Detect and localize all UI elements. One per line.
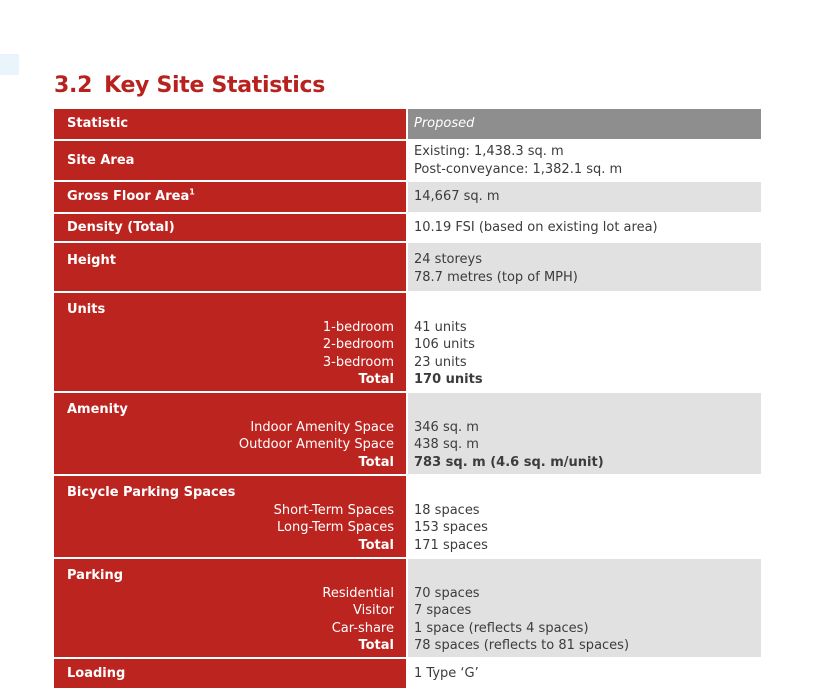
gfa-value-cell [407,181,761,213]
gfa-footnote-marker: 1 [189,187,195,197]
loading-value-cell [407,658,761,688]
amenity-total-label: Total [358,454,394,470]
parking-visitor-label: Visitor [353,603,394,618]
units-label: Units [67,302,106,317]
header-statistic-cell [54,109,407,140]
site-area-existing: Existing: 1,438.3 sq. m [414,144,564,159]
table-row [54,658,761,688]
site-area-label-cell [54,140,407,181]
units-value-cell [407,292,761,392]
amenity-label-cell [54,392,407,475]
bicycle-value-cell [407,475,761,558]
bicycle-long-term-label: Long-Term Spaces [277,520,394,535]
parking-total-value: 78 spaces (reflects to 81 spaces) [414,638,630,653]
density-value-cell [407,213,761,242]
bicycle-long-term-value: 153 spaces [414,520,488,535]
loading-label-cell [54,658,407,688]
amenity-outdoor-value: 438 sq. m [414,437,479,452]
amenity-indoor-label: Indoor Amenity Space [250,419,394,435]
parking-value-cell [407,558,761,658]
height-storeys: 24 storeys [414,252,483,267]
gfa-label-cell [54,181,407,213]
parking-label-cell [54,558,407,658]
density-label-cell [54,213,407,242]
header-proposed-cell [407,109,761,140]
table-row [54,292,761,392]
parking-label: Parking [67,568,124,583]
gfa-value: 14,667 sq. m [414,189,500,205]
density-label: Density (Total) [67,219,175,235]
table-row [54,140,761,181]
amenity-total-value: 783 sq. m (4.6 sq. m/unit) [414,454,604,470]
gfa-label: Gross Floor Area [67,189,190,205]
parking-total-label: Total [358,638,394,653]
site-area-label: Site Area [67,152,135,168]
height-label: Height [67,253,116,268]
height-label-cell [54,242,407,292]
parking-visitor-value: 7 spaces [414,603,472,618]
parking-car-share-value: 1 space (reflects 4 spaces) [414,620,589,636]
amenity-indoor-value: 346 sq. m [414,419,479,435]
table-row [54,558,761,658]
table-header-row [54,109,761,140]
units-total-label: Total [358,372,394,387]
side-tab-marker [0,54,19,75]
height-value-cell [407,242,761,292]
table-row [54,475,761,558]
section-heading [54,73,325,98]
amenity-value-cell [407,392,761,475]
table-row [54,242,761,292]
units-2-bedroom-label: 2-bedroom [322,337,394,352]
bicycle-label: Bicycle Parking Spaces [67,485,236,500]
table-row [54,181,761,213]
key-site-statistics-table [54,109,761,688]
units-total-value: 170 units [414,372,483,387]
parking-residential-value: 70 spaces [414,585,480,601]
bicycle-label-cell [54,475,407,558]
header-statistic: Statistic [67,116,129,132]
table-row [54,392,761,475]
site-area-post-conveyance: Post-conveyance: 1,382.1 sq. m [414,161,623,177]
parking-car-share-label: Car-share [331,620,394,636]
bicycle-total-value: 171 spaces [414,537,488,553]
units-2-bedroom-value: 106 units [414,337,475,352]
height-metres: 78.7 metres (top of MPH) [414,269,578,285]
section-number: 3.2 [54,73,93,98]
bicycle-short-term-label: Short-Term Spaces [273,502,394,518]
loading-value: 1 Type ‘G’ [414,665,479,681]
density-value: 10.19 FSI (based on existing lot area) [414,219,658,235]
units-3-bedroom-value: 23 units [414,354,467,370]
amenity-outdoor-label: Outdoor Amenity Space [238,437,394,452]
units-1-bedroom-value: 41 units [414,319,467,335]
units-3-bedroom-label: 3-bedroom [322,354,394,370]
units-1-bedroom-label: 1-bedroom [322,319,394,335]
parking-residential-label: Residential [322,585,394,601]
site-area-value-cell [407,140,761,181]
amenity-label: Amenity [67,402,128,417]
units-label-cell [54,292,407,392]
section-title: Key Site Statistics [104,73,325,98]
loading-label: Loading [67,665,126,681]
header-proposed: Proposed [414,116,475,132]
bicycle-short-term-value: 18 spaces [414,502,480,518]
table-row [54,213,761,242]
bicycle-total-label: Total [358,537,394,553]
